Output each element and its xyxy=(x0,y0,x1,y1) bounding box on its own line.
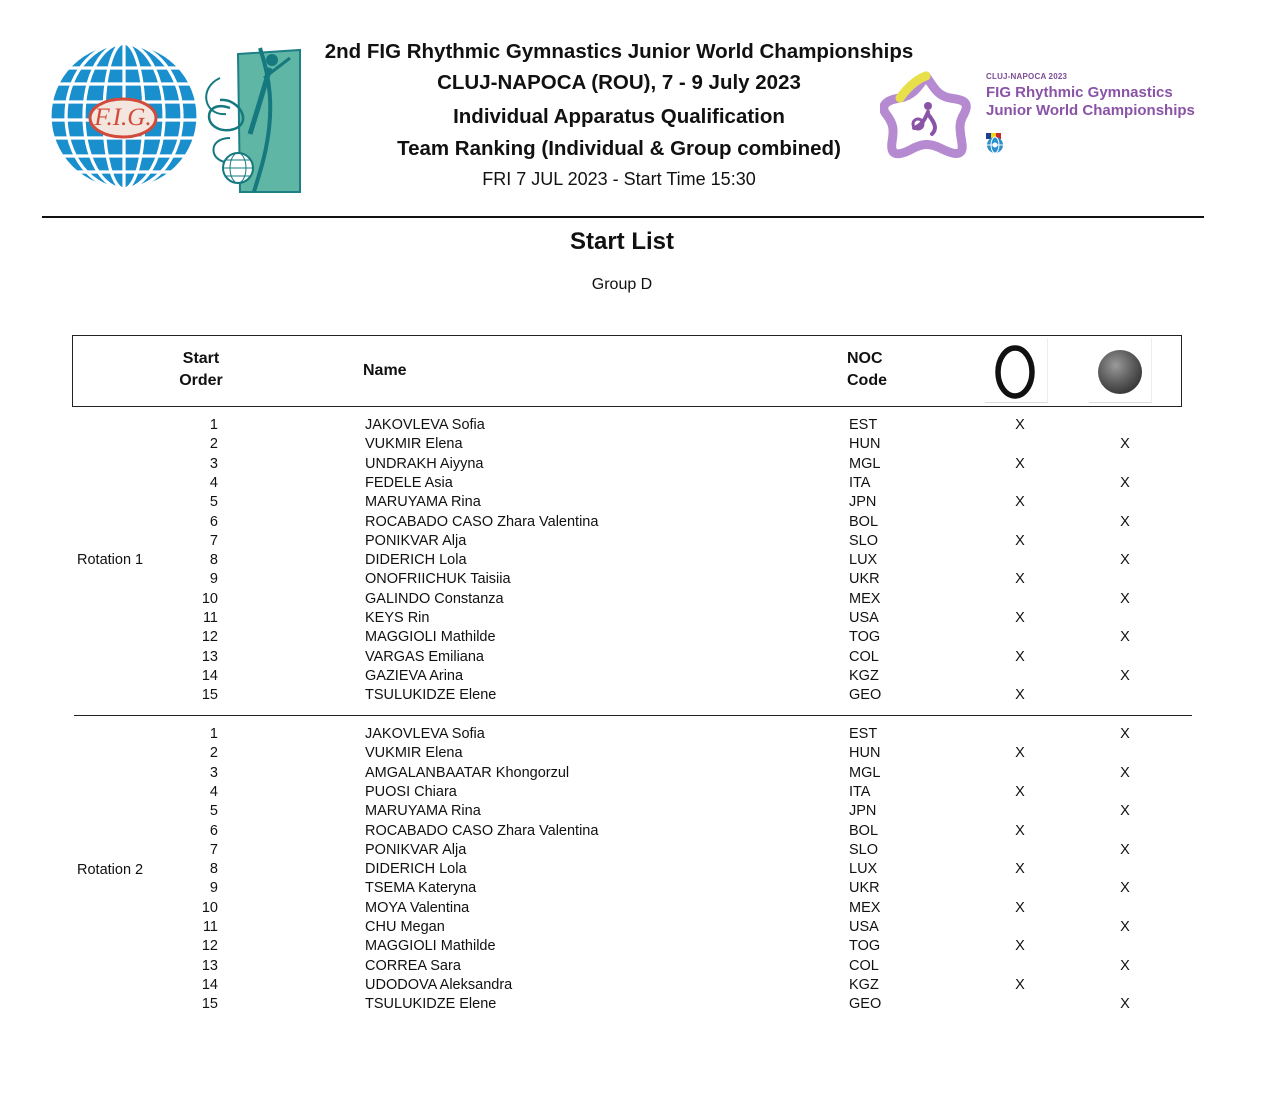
table-row xyxy=(0,513,1262,532)
athlete-name-cell: CHU Megan xyxy=(365,919,445,935)
athlete-name-cell: PONIKVAR Alja xyxy=(365,841,467,858)
ball-mark-cell: X xyxy=(1120,474,1130,491)
ball-mark-cell: X xyxy=(1120,880,1130,897)
athlete-name-cell: KEYS Rin xyxy=(365,610,430,626)
start-order-cell: 11 xyxy=(202,919,218,935)
noc-code-cell: COL xyxy=(849,648,879,665)
table-row xyxy=(0,976,1262,995)
table-row xyxy=(0,783,1262,802)
hoop-mark-cell: X xyxy=(1015,494,1025,511)
start-order-cell: 12 xyxy=(201,938,218,955)
column-header-order-line: Order xyxy=(179,372,223,389)
fig-logo-text: F.I.G. xyxy=(94,104,152,131)
athlete-name-cell: MOYA Valentina xyxy=(365,899,470,916)
athlete-name-cell: TSULUKIDZE Elene xyxy=(365,996,497,1013)
start-order-cell: 10 xyxy=(201,899,218,916)
column-header-code-line: Code xyxy=(847,372,887,389)
noc-code-cell: MGL xyxy=(849,764,881,781)
athlete-name-cell: JAKOVLEVA Sofia xyxy=(365,417,485,433)
ranking-type: Team Ranking (Individual & Group combined) xyxy=(397,137,841,160)
athlete-name-cell: VUKMIR Elena xyxy=(365,436,463,453)
table-row xyxy=(0,744,1262,763)
athlete-name-cell: ROCABADO CASO Zhara Valentina xyxy=(365,513,599,530)
hoop-mark-cell: X xyxy=(1015,745,1025,762)
start-order-cell: 15 xyxy=(201,996,218,1013)
noc-code-cell: EST xyxy=(849,726,878,742)
table-row xyxy=(0,822,1262,841)
rotation-divider xyxy=(74,715,1192,716)
athlete-name-cell: AMGALANBAATAR Khongorzul xyxy=(365,764,570,781)
table-row xyxy=(0,957,1262,976)
athlete-name-cell: JAKOVLEVA Sofia xyxy=(365,726,485,742)
noc-code-cell: BOL xyxy=(849,513,879,530)
page-title: Start List xyxy=(569,228,674,255)
athlete-name-cell: PUOSI Chiara xyxy=(365,783,457,800)
hoop-mark-cell: X xyxy=(1015,899,1025,916)
start-order-cell: 4 xyxy=(209,474,218,491)
noc-code-cell: SLO xyxy=(849,841,879,858)
start-order-cell: 8 xyxy=(209,552,218,569)
noc-code-cell: USA xyxy=(849,919,879,935)
hoop-mark-cell: X xyxy=(1015,532,1025,549)
start-order-cell: 13 xyxy=(201,648,218,665)
ball-mark-cell: X xyxy=(1120,957,1130,974)
start-order-cell: 14 xyxy=(201,667,218,684)
rhythmic-gymnast-logo xyxy=(200,38,312,194)
start-order-cell: 2 xyxy=(209,745,218,762)
athlete-name-cell: TSEMA Kateryna xyxy=(365,880,477,897)
table-row xyxy=(0,532,1262,551)
table-row xyxy=(0,493,1262,512)
competition-phase: Individual Apparatus Qualification xyxy=(453,105,785,128)
noc-code-cell: UKR xyxy=(849,571,880,588)
start-order-cell: 14 xyxy=(201,976,218,993)
athlete-name-cell: CORREA Sara xyxy=(365,957,461,974)
noc-code-cell: UKR xyxy=(849,880,880,897)
table-row xyxy=(0,628,1262,647)
ball-mark-cell: X xyxy=(1120,667,1130,684)
noc-code-cell: HUN xyxy=(849,436,881,453)
table-row xyxy=(0,667,1262,686)
athlete-name-cell: VUKMIR Elena xyxy=(365,745,463,762)
event-header xyxy=(300,38,938,194)
start-order-cell: 9 xyxy=(209,571,218,588)
start-order-cell: 11 xyxy=(202,610,218,626)
start-order-cell: 7 xyxy=(209,532,218,549)
athlete-name-cell: ONOFRIICHUK Taisiia xyxy=(365,571,511,588)
noc-code-cell: MGL xyxy=(849,455,881,472)
ball-icon xyxy=(1089,338,1152,403)
table-header xyxy=(72,335,1182,407)
start-time: FRI 7 JUL 2023 - Start Time 15:30 xyxy=(482,169,756,189)
noc-code-cell: COL xyxy=(849,957,879,974)
noc-code-cell: MEX xyxy=(849,899,881,916)
start-order-cell: 1 xyxy=(209,726,218,742)
noc-code-cell: KGZ xyxy=(849,667,879,684)
start-order-cell: 9 xyxy=(209,880,218,897)
romania-flag-icon xyxy=(986,126,1236,134)
ball-mark-cell: X xyxy=(1120,803,1130,820)
ball-mark-cell: X xyxy=(1120,552,1130,569)
hoop-mark-cell: X xyxy=(1015,938,1025,955)
noc-code-cell: ITA xyxy=(849,783,871,800)
noc-code-cell: GEO xyxy=(849,996,882,1013)
hoop-mark-cell: X xyxy=(1015,648,1025,665)
table-row xyxy=(0,995,1262,1014)
championship-title: 2nd FIG Rhythmic Gymnastics Junior World Championships xyxy=(324,40,914,63)
start-order-cell: 3 xyxy=(209,764,218,781)
table-row xyxy=(0,455,1262,474)
ball-mark-cell: X xyxy=(1120,919,1130,935)
noc-code-cell: SLO xyxy=(849,532,879,549)
athlete-name-cell: MARUYAMA Rina xyxy=(365,803,481,820)
hoop-mark-cell: X xyxy=(1015,417,1025,433)
start-order-cell: 4 xyxy=(209,783,218,800)
table-row xyxy=(0,551,1262,570)
noc-code-cell: MEX xyxy=(849,590,881,607)
start-order-cell: 6 xyxy=(209,513,218,530)
column-header-start-line: Start xyxy=(182,350,220,367)
athlete-name-cell: PONIKVAR Alja xyxy=(365,532,467,549)
ball-mark-cell: X xyxy=(1120,726,1130,742)
event-branding xyxy=(986,70,1236,154)
athlete-name-cell: MAGGIOLI Mathilde xyxy=(365,629,496,646)
table-row xyxy=(0,725,1262,744)
athlete-name-cell: ROCABADO CASO Zhara Valentina xyxy=(365,822,599,839)
start-order-cell: 2 xyxy=(209,436,218,453)
noc-code-cell: BOL xyxy=(849,822,879,839)
athlete-name-cell: GAZIEVA Arina xyxy=(365,667,464,684)
hoop-mark-cell: X xyxy=(1015,861,1025,878)
start-order-cell: 10 xyxy=(201,590,218,607)
table-row xyxy=(0,899,1262,918)
athlete-name-cell: GALINDO Constanza xyxy=(365,590,504,607)
ball-mark-cell: X xyxy=(1120,764,1130,781)
table-row xyxy=(0,590,1262,609)
athlete-name-cell: UDODOVA Aleksandra xyxy=(365,976,513,993)
ball-mark-cell: X xyxy=(1120,629,1130,646)
hoop-mark-cell: X xyxy=(1015,687,1025,704)
start-order-cell: 15 xyxy=(201,687,218,704)
athlete-name-cell: TSULUKIDZE Elene xyxy=(365,687,497,704)
group-subtitle: Group D xyxy=(591,276,653,293)
table-row xyxy=(0,416,1262,435)
table-row xyxy=(0,474,1262,493)
column-header-start-order xyxy=(171,348,231,392)
column-header-name: Name xyxy=(363,362,407,379)
hoop-icon xyxy=(985,338,1048,403)
athlete-name-cell: FEDELE Asia xyxy=(365,474,453,491)
event-name-line-2: Junior World Championships xyxy=(986,102,1195,119)
table-row xyxy=(0,570,1262,589)
table-row xyxy=(0,648,1262,667)
noc-code-cell: HUN xyxy=(849,745,881,762)
athlete-name-cell: UNDRAKH Aiyyna xyxy=(365,455,484,472)
start-order-cell: 5 xyxy=(209,803,218,820)
hoop-mark-cell: X xyxy=(1015,455,1025,472)
athlete-name-cell: MAGGIOLI Mathilde xyxy=(365,938,496,955)
start-order-cell: 12 xyxy=(201,629,218,646)
table-row xyxy=(0,918,1262,937)
noc-code-cell: ITA xyxy=(849,474,871,491)
athlete-name-cell: MARUYAMA Rina xyxy=(365,494,481,511)
championship-star-logo xyxy=(880,70,972,160)
table-row xyxy=(0,435,1262,454)
table-row xyxy=(0,860,1262,879)
venue-dates: CLUJ-NAPOCA (ROU), 7 - 9 July 2023 xyxy=(437,71,801,94)
column-header-noc-line: NOC xyxy=(847,350,883,367)
start-order-cell: 13 xyxy=(201,957,218,974)
ball-mark-cell: X xyxy=(1120,841,1130,858)
hoop-mark-cell: X xyxy=(1015,610,1025,626)
noc-code-cell: KGZ xyxy=(849,976,879,993)
rotation-1-label: Rotation 1 xyxy=(77,552,144,568)
column-header-noc-code xyxy=(847,348,887,392)
ball-mark-cell: X xyxy=(1120,590,1130,607)
hoop-mark-cell: X xyxy=(1015,571,1025,588)
ball-mark-cell: X xyxy=(1120,513,1130,530)
start-order-cell: 8 xyxy=(209,861,218,878)
noc-code-cell: JPN xyxy=(849,494,877,511)
hoop-mark-cell: X xyxy=(1015,783,1025,800)
table-row xyxy=(0,609,1262,628)
table-row xyxy=(0,764,1262,783)
start-order-cell: 6 xyxy=(209,822,218,839)
hoop-mark-cell: X xyxy=(1015,976,1025,993)
noc-code-cell: USA xyxy=(849,610,879,626)
start-order-cell: 3 xyxy=(209,455,218,472)
fig-globe-logo xyxy=(46,40,204,192)
table-row xyxy=(0,686,1262,705)
athlete-name-cell: VARGAS Emiliana xyxy=(365,648,484,665)
ball-mark-cell: X xyxy=(1120,436,1130,453)
noc-code-cell: EST xyxy=(849,417,878,433)
event-name-line-1: FIG Rhythmic Gymnastics xyxy=(986,84,1173,101)
ball-mark-cell: X xyxy=(1120,996,1130,1013)
start-order-cell: 7 xyxy=(209,841,218,858)
noc-code-cell: TOG xyxy=(849,629,881,646)
event-small-caption: CLUJ-NAPOCA 2023 xyxy=(986,72,1068,81)
noc-code-cell: LUX xyxy=(849,552,878,569)
noc-code-cell: TOG xyxy=(849,938,881,955)
hoop-mark-cell: X xyxy=(1015,822,1025,839)
table-row xyxy=(0,841,1262,860)
table-row xyxy=(0,879,1262,898)
noc-code-cell: JPN xyxy=(849,803,877,820)
start-order-cell: 5 xyxy=(209,494,218,511)
table-row xyxy=(0,937,1262,956)
noc-code-cell: GEO xyxy=(849,687,882,704)
rotation-2-label: Rotation 2 xyxy=(77,862,144,878)
athlete-name-cell: DIDERICH Lola xyxy=(365,552,467,569)
noc-code-cell: LUX xyxy=(849,861,878,878)
start-order-cell: 1 xyxy=(209,417,218,433)
athlete-name-cell: DIDERICH Lola xyxy=(365,861,467,878)
table-row xyxy=(0,802,1262,821)
header-divider xyxy=(42,216,1204,218)
